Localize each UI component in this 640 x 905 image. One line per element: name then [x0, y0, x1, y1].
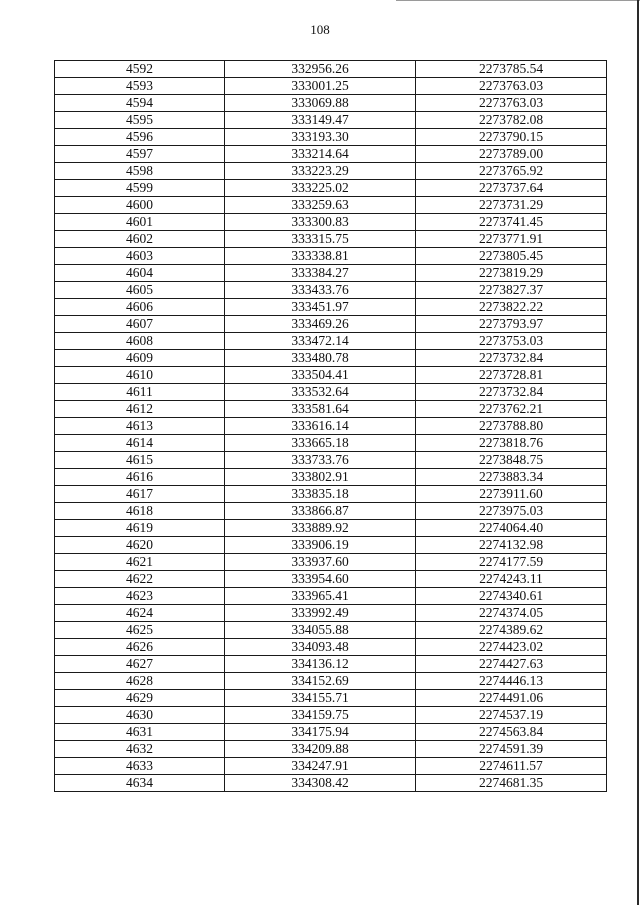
- table-row: [55, 537, 607, 554]
- x-coordinate-cell: 333259.63: [225, 197, 416, 214]
- x-coordinate-cell: 333193.30: [225, 129, 416, 146]
- y-coordinate-cell: 2273763.03: [416, 95, 607, 112]
- y-coordinate-cell: 2274681.35: [416, 775, 607, 792]
- table-row: [55, 282, 607, 299]
- point-number-cell: 4615: [55, 452, 225, 469]
- y-coordinate-cell: 2273827.37: [416, 282, 607, 299]
- point-number-cell: 4594: [55, 95, 225, 112]
- y-coordinate-cell: 2273793.97: [416, 316, 607, 333]
- x-coordinate-cell: 333433.76: [225, 282, 416, 299]
- table-row: [55, 299, 607, 316]
- point-number-cell: 4596: [55, 129, 225, 146]
- point-number-cell: 4622: [55, 571, 225, 588]
- point-number-cell: 4612: [55, 401, 225, 418]
- table-row: [55, 656, 607, 673]
- point-number-cell: 4611: [55, 384, 225, 401]
- y-coordinate-cell: 2274563.84: [416, 724, 607, 741]
- x-coordinate-cell: 333954.60: [225, 571, 416, 588]
- y-coordinate-cell: 2273789.00: [416, 146, 607, 163]
- y-coordinate-cell: 2274611.57: [416, 758, 607, 775]
- point-number-cell: 4598: [55, 163, 225, 180]
- table-row: [55, 605, 607, 622]
- point-number-cell: 4608: [55, 333, 225, 350]
- table-row: [55, 503, 607, 520]
- y-coordinate-cell: 2273911.60: [416, 486, 607, 503]
- point-number-cell: 4605: [55, 282, 225, 299]
- point-number-cell: 4603: [55, 248, 225, 265]
- y-coordinate-cell: 2273737.64: [416, 180, 607, 197]
- table-row: [55, 350, 607, 367]
- point-number-cell: 4592: [55, 61, 225, 78]
- point-number-cell: 4606: [55, 299, 225, 316]
- table-row: [55, 197, 607, 214]
- x-coordinate-cell: 333384.27: [225, 265, 416, 282]
- x-coordinate-cell: 333665.18: [225, 435, 416, 452]
- point-number-cell: 4619: [55, 520, 225, 537]
- y-coordinate-cell: 2273788.80: [416, 418, 607, 435]
- x-coordinate-cell: 333300.83: [225, 214, 416, 231]
- y-coordinate-cell: 2273732.84: [416, 384, 607, 401]
- x-coordinate-cell: 333338.81: [225, 248, 416, 265]
- x-coordinate-cell: 333069.88: [225, 95, 416, 112]
- y-coordinate-cell: 2273763.03: [416, 78, 607, 95]
- x-coordinate-cell: 333906.19: [225, 537, 416, 554]
- y-coordinate-cell: 2273848.75: [416, 452, 607, 469]
- x-coordinate-cell: 333149.47: [225, 112, 416, 129]
- table-row: [55, 758, 607, 775]
- table-row: [55, 95, 607, 112]
- x-coordinate-cell: 334175.94: [225, 724, 416, 741]
- y-coordinate-cell: 2273732.84: [416, 350, 607, 367]
- point-number-cell: 4599: [55, 180, 225, 197]
- point-number-cell: 4597: [55, 146, 225, 163]
- y-coordinate-cell: 2273818.76: [416, 435, 607, 452]
- y-coordinate-cell: 2274591.39: [416, 741, 607, 758]
- table-row: [55, 214, 607, 231]
- table-row: [55, 741, 607, 758]
- point-number-cell: 4595: [55, 112, 225, 129]
- table-row: [55, 435, 607, 452]
- table-row: [55, 639, 607, 656]
- point-number-cell: 4610: [55, 367, 225, 384]
- x-coordinate-cell: 334152.69: [225, 673, 416, 690]
- table-row: [55, 401, 607, 418]
- point-number-cell: 4618: [55, 503, 225, 520]
- point-number-cell: 4624: [55, 605, 225, 622]
- y-coordinate-cell: 2273753.03: [416, 333, 607, 350]
- table-row: [55, 486, 607, 503]
- x-coordinate-cell: 334155.71: [225, 690, 416, 707]
- x-coordinate-cell: 334159.75: [225, 707, 416, 724]
- point-number-cell: 4630: [55, 707, 225, 724]
- point-number-cell: 4627: [55, 656, 225, 673]
- table-row: [55, 707, 607, 724]
- y-coordinate-cell: 2273782.08: [416, 112, 607, 129]
- point-number-cell: 4621: [55, 554, 225, 571]
- table-row: [55, 690, 607, 707]
- x-coordinate-cell: 333001.25: [225, 78, 416, 95]
- y-coordinate-cell: 2273728.81: [416, 367, 607, 384]
- x-coordinate-cell: 333965.41: [225, 588, 416, 605]
- point-number-cell: 4593: [55, 78, 225, 95]
- table-row: [55, 265, 607, 282]
- table-row: [55, 622, 607, 639]
- x-coordinate-cell: 334247.91: [225, 758, 416, 775]
- x-coordinate-cell: 333480.78: [225, 350, 416, 367]
- point-number-cell: 4625: [55, 622, 225, 639]
- x-coordinate-cell: 333532.64: [225, 384, 416, 401]
- table-row: [55, 554, 607, 571]
- point-number-cell: 4626: [55, 639, 225, 656]
- x-coordinate-cell: 333214.64: [225, 146, 416, 163]
- x-coordinate-cell: 334209.88: [225, 741, 416, 758]
- point-number-cell: 4634: [55, 775, 225, 792]
- y-coordinate-cell: 2273805.45: [416, 248, 607, 265]
- y-coordinate-cell: 2273819.29: [416, 265, 607, 282]
- y-coordinate-cell: 2274491.06: [416, 690, 607, 707]
- point-number-cell: 4614: [55, 435, 225, 452]
- x-coordinate-cell: 333225.02: [225, 180, 416, 197]
- point-number-cell: 4607: [55, 316, 225, 333]
- y-coordinate-cell: 2273822.22: [416, 299, 607, 316]
- table-row: [55, 248, 607, 265]
- table-row: [55, 775, 607, 792]
- x-coordinate-cell: 333802.91: [225, 469, 416, 486]
- y-coordinate-cell: 2274374.05: [416, 605, 607, 622]
- point-number-cell: 4602: [55, 231, 225, 248]
- table-row: [55, 588, 607, 605]
- point-number-cell: 4600: [55, 197, 225, 214]
- table-row: [55, 61, 607, 78]
- x-coordinate-cell: 334093.48: [225, 639, 416, 656]
- table-row: [55, 163, 607, 180]
- y-coordinate-cell: 2274537.19: [416, 707, 607, 724]
- table-row: [55, 78, 607, 95]
- y-coordinate-cell: 2273741.45: [416, 214, 607, 231]
- point-number-cell: 4628: [55, 673, 225, 690]
- y-coordinate-cell: 2273883.34: [416, 469, 607, 486]
- point-number-cell: 4617: [55, 486, 225, 503]
- x-coordinate-cell: 333616.14: [225, 418, 416, 435]
- point-number-cell: 4631: [55, 724, 225, 741]
- point-number-cell: 4613: [55, 418, 225, 435]
- y-coordinate-cell: 2274177.59: [416, 554, 607, 571]
- x-coordinate-cell: 333733.76: [225, 452, 416, 469]
- table-row: [55, 452, 607, 469]
- table-row: [55, 520, 607, 537]
- y-coordinate-cell: 2274340.61: [416, 588, 607, 605]
- point-number-cell: 4633: [55, 758, 225, 775]
- x-coordinate-cell: 333889.92: [225, 520, 416, 537]
- y-coordinate-cell: 2274389.62: [416, 622, 607, 639]
- y-coordinate-cell: 2273785.54: [416, 61, 607, 78]
- table-row: [55, 418, 607, 435]
- table-row: [55, 724, 607, 741]
- x-coordinate-cell: 333472.14: [225, 333, 416, 350]
- point-number-cell: 4601: [55, 214, 225, 231]
- x-coordinate-cell: 334136.12: [225, 656, 416, 673]
- table-row: [55, 146, 607, 163]
- y-coordinate-cell: 2274064.40: [416, 520, 607, 537]
- y-coordinate-cell: 2273762.21: [416, 401, 607, 418]
- point-number-cell: 4616: [55, 469, 225, 486]
- top-rule: [396, 0, 640, 1]
- x-coordinate-cell: 333866.87: [225, 503, 416, 520]
- y-coordinate-cell: 2273731.29: [416, 197, 607, 214]
- table-row: [55, 333, 607, 350]
- x-coordinate-cell: 333992.49: [225, 605, 416, 622]
- table-row: [55, 469, 607, 486]
- coordinates-table: [54, 60, 607, 792]
- x-coordinate-cell: 333504.41: [225, 367, 416, 384]
- y-coordinate-cell: 2273771.91: [416, 231, 607, 248]
- table-row: [55, 571, 607, 588]
- table-row: [55, 129, 607, 146]
- point-number-cell: 4632: [55, 741, 225, 758]
- table-row: [55, 112, 607, 129]
- x-coordinate-cell: 333581.64: [225, 401, 416, 418]
- x-coordinate-cell: 333469.26: [225, 316, 416, 333]
- y-coordinate-cell: 2274243.11: [416, 571, 607, 588]
- y-coordinate-cell: 2274132.98: [416, 537, 607, 554]
- x-coordinate-cell: 333937.60: [225, 554, 416, 571]
- x-coordinate-cell: 333315.75: [225, 231, 416, 248]
- x-coordinate-cell: 332956.26: [225, 61, 416, 78]
- y-coordinate-cell: 2274423.02: [416, 639, 607, 656]
- y-coordinate-cell: 2273975.03: [416, 503, 607, 520]
- table-row: [55, 367, 607, 384]
- page-edge: [637, 0, 639, 905]
- coordinates-table-body: [55, 61, 607, 792]
- y-coordinate-cell: 2273765.92: [416, 163, 607, 180]
- x-coordinate-cell: 333451.97: [225, 299, 416, 316]
- table-row: [55, 384, 607, 401]
- table-row: [55, 316, 607, 333]
- point-number-cell: 4620: [55, 537, 225, 554]
- point-number-cell: 4623: [55, 588, 225, 605]
- y-coordinate-cell: 2274446.13: [416, 673, 607, 690]
- x-coordinate-cell: 334308.42: [225, 775, 416, 792]
- table-row: [55, 673, 607, 690]
- table-row: [55, 231, 607, 248]
- y-coordinate-cell: 2274427.63: [416, 656, 607, 673]
- point-number-cell: 4604: [55, 265, 225, 282]
- point-number-cell: 4629: [55, 690, 225, 707]
- point-number-cell: 4609: [55, 350, 225, 367]
- table-row: [55, 180, 607, 197]
- y-coordinate-cell: 2273790.15: [416, 129, 607, 146]
- x-coordinate-cell: 334055.88: [225, 622, 416, 639]
- x-coordinate-cell: 333223.29: [225, 163, 416, 180]
- page-number: 108: [310, 22, 330, 37]
- x-coordinate-cell: 333835.18: [225, 486, 416, 503]
